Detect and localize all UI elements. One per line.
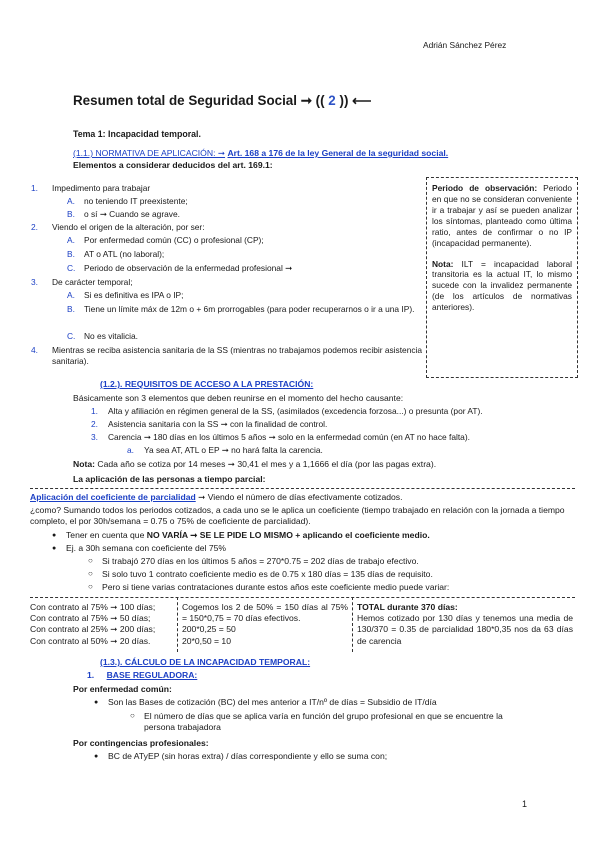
coef-paragraph: ¿como? Sumando todos los periodos cotizados, a cada uno se le aplica un coeficiente (tiempo trabajado en relación con la jornada a tiempo completo, el por 30h/semana = 0.75 o 75% de coeficiente de parcialidad). — [30, 505, 565, 527]
calc-line: 20*0,50 = 10 — [182, 635, 231, 646]
ec-sub: ○ El número de días que se aplica varía en función del grupo profesional en que se encuentre la persona trabajadora — [144, 711, 534, 733]
list-item: A. Si es definitiva es IPA o IP; — [67, 290, 184, 300]
list-item: 2. Asistencia sanitaria con la SS ➞ con la finalidad de control. — [91, 419, 328, 429]
box-note-label: Nota: — [432, 258, 454, 269]
nota-text: Cada año se cotiza por 14 meses ➞ 30,41 el mes y a 1,1666 el día (por las pagas extra). — [97, 459, 437, 469]
ec-bullet: ● Son las Bases de cotización (BC) del mes anterior a IT/nº de días = Subsidio de IT/día — [108, 697, 558, 708]
title-number: 2 — [328, 93, 336, 108]
calc-line: Cogemos los 2 de 50% = 150 días al 75% = 150*0,75 = 70 días efectivos. — [182, 602, 348, 624]
box-note-text: ILT = incapacidad laboral transitoria es la actual IT, lo mismo sucede con la invalidez permanente (de los artículos de normativas anteriores). — [432, 258, 573, 313]
list-item: C. Periodo de observación de la enfermedad profesional ➞ — [67, 263, 293, 273]
coef-bullet-2: ● Ej. a 30h semana con coeficiente del 75% — [66, 543, 566, 554]
page-number: 1 — [522, 799, 528, 809]
total-text: Hemos cotizado por 130 días y tenemos una media de 130/370 = 0.35 de parcialidad 180*0,35 nos da 63 días de carencia — [357, 613, 573, 646]
title-prefix: Resumen total de Seguridad Social ➞ (( — [73, 93, 325, 108]
document-title — [73, 92, 371, 109]
title-suffix: )) ⟵ — [339, 93, 372, 108]
cp-heading: Por contingencias profesionales: — [73, 738, 209, 748]
coef-heading-rest: ➞ Viendo el número de días efectivamente cotizados. — [198, 492, 403, 502]
dashed-divider — [30, 488, 575, 489]
ec-heading: Por enfermedad común: — [73, 684, 172, 694]
list-item: B. o sí ➞ Cuando se agrave. — [67, 209, 180, 219]
coef-heading: Aplicación del coeficiente de parcialidad — [30, 492, 196, 502]
box-period-title: Periodo de observación: — [432, 183, 538, 193]
section-1-1-sub: Elementos a considerar deducidos del art. 169.1: — [73, 160, 273, 170]
list-item: B. Tiene un límite máx de 12m o + 6m prorrogables (para poder recuperarnos o ir a una IP). — [67, 304, 415, 314]
list-item: B. AT o ATL (no laboral); — [67, 249, 165, 259]
column-divider — [177, 597, 178, 652]
parcial-heading: La aplicación de las personas a tiempo parcial: — [73, 474, 266, 484]
section-1-2-intro: Básicamente son 3 elementos que deben reunirse en el momento del hecho causante: — [73, 393, 404, 403]
contract-line: Con contrato al 75% ➞ 100 días; — [30, 602, 156, 612]
list-item: 1. Alta y afiliación en régimen general de la SS, (asimilados (excedencia forzosa...) o presunta (por AT). — [91, 406, 483, 416]
dashed-divider — [30, 597, 575, 598]
base-heading: 1. BASE REGULADORA: — [87, 670, 198, 680]
coef-sub-1: ○ Si trabajó 270 días en los últimos 5 años = 270*0.75 = 202 días de trabajo efectivo. — [102, 556, 562, 567]
column-divider — [352, 597, 353, 652]
list-item: 3. Carencia ➞ 180 días en los últimos 5 años ➞ solo en la enfermedad común (en AT no hace falta). — [91, 432, 470, 442]
coef-bullet-1: ● Tener en cuenta que NO VARÍA ➞ SE LE PIDE LO MISMO + aplicando el coeficiente medio. — [66, 530, 566, 541]
section-1-1-title: (1.1.) NORMATIVA DE APLICACIÓN: ➞ — [73, 148, 226, 158]
list-item: 2. Viendo el origen de la alteración, por ser: — [31, 222, 205, 232]
section-1-3-heading: (1.3.). CÁLCULO DE LA INCAPACIDAD TEMPORAL: — [100, 657, 311, 667]
list-item: 4. Mientras se reciba asistencia sanitaria de la SS (mientras no trabajamos podemos recibir asistencia sanitaria). — [31, 345, 423, 366]
list-item: 1. Impedimento para trabajar — [31, 183, 151, 193]
contracts-column — [30, 602, 175, 647]
coef-sub-2: ○ Si solo tuvo 1 contrato coeficiente medio es de 0.75 x 180 días = 135 días de requisito. — [102, 569, 562, 580]
list-item: A. Por enfermedad común (CC) o profesional (CP); — [67, 235, 264, 245]
total-title: TOTAL durante 370 días: — [357, 602, 458, 612]
section-1-1-ref: Art. 168 a 176 de la ley General de la seguridad social. — [227, 148, 449, 158]
list-item: 3. De carácter temporal; — [31, 277, 133, 287]
section-1-1-heading — [73, 148, 533, 159]
nota-line — [73, 459, 553, 470]
list-item: a. Ya sea AT, ATL o EP ➞ no hará falta la carencia. — [127, 445, 323, 455]
cp-bullet: ● BC de ATyEP (sin horas extra) / días correspondiente y ello se suma con; — [108, 751, 558, 762]
contract-line: Con contrato al 75% ➞ 50 días; — [30, 613, 151, 624]
coef-heading-line — [30, 492, 575, 503]
list-item: C. No es vitalicia. — [67, 331, 138, 341]
contract-line: Con contrato al 50% ➞ 20 días. — [30, 635, 151, 646]
calc-line: 200*0,25 = 50 — [182, 624, 236, 635]
total-column — [357, 602, 573, 647]
coef-sub-3: ○ Pero si tiene varias contrataciones durante estos años este coeficiente medio puede variar: — [102, 582, 572, 593]
observation-note-box — [426, 177, 578, 378]
box-period-text: Periodo en que no se consideran conveniente ir a trabajar y así se pueden analizar los síntomas, planteado como última ratio, antes de confirmar o no IP (incapacidad permanente). — [432, 183, 572, 248]
contract-line: Con contrato al 25% ➞ 200 días; — [30, 624, 156, 635]
header-author: Adrián Sánchez Pérez — [423, 40, 507, 50]
tema-heading: Tema 1: Incapacidad temporal. — [73, 129, 201, 139]
list-item: A. no teniendo IT preexistente; — [67, 196, 188, 206]
calculation-column — [182, 602, 348, 647]
nota-label: Nota: — [73, 459, 95, 469]
section-1-2-heading: (1.2.). REQUISITOS DE ACCESO A LA PRESTACIÓN: — [100, 379, 314, 389]
